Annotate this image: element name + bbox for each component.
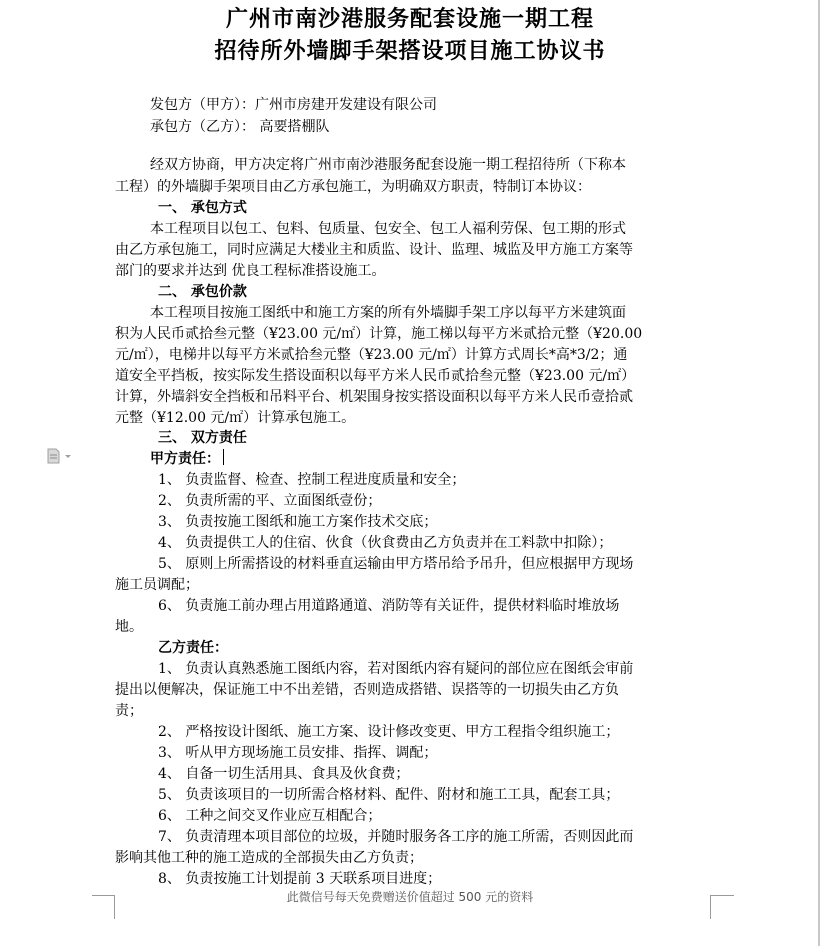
party-a-item: 3、 负责按施工图纸和施工方案作技术交底； bbox=[158, 514, 438, 530]
section-1-line-1: 本工程项目以包工、包料、包质量、包安全、包工人福利劳保、包工期的形式 bbox=[150, 221, 626, 237]
doc-title-line-2: 招待所外墙脚手架搭设项目施工协议书 bbox=[214, 38, 606, 64]
intro-line-1: 经双方协商，甲方决定将广州市南沙港服务配套设施一期工程招待所（下称本 bbox=[150, 157, 626, 173]
party-b-item: 4、 自备一切生活用具、食具及伙食费； bbox=[158, 766, 410, 782]
margin-mark-right-h bbox=[710, 895, 734, 896]
doc-title-line-1: 广州市南沙港服务配套设施一期工程 bbox=[225, 6, 594, 32]
party-b-item: 8、 负责按施工计划提前 3 天联系项目进度； bbox=[158, 871, 442, 887]
party-b-item: 2、 严格按设计图纸、施工方案、设计修改变更、甲方工程指令组织施工； bbox=[158, 724, 620, 740]
party-b-item: 6、 工种之间交叉作业应互相配合； bbox=[158, 808, 382, 824]
section-2-line-5: 计算，外墙斜安全挡板和吊料平台、机架围身按实搭设面积以每平方米人民币壹拾贰 bbox=[115, 389, 633, 405]
party-b-item: 7、 负责清理本项目部位的垃圾，并随时服务各工序的施工所需，否则因此而 bbox=[158, 829, 634, 845]
party-a-item: 6、 负责施工前办理占用道路通道、消防等有关证件，提供材料临时堆放场 bbox=[158, 598, 620, 614]
section-2-line-1: 本工程项目按施工图纸中和施工方案的所有外墙脚手架工序以每平方米建筑面 bbox=[150, 305, 626, 321]
section-2-heading: 二、 承包价款 bbox=[158, 284, 247, 300]
margin-mark-left-h bbox=[92, 895, 114, 896]
section-1-line-3: 部门的要求并达到 优良工程标准搭设施工。 bbox=[115, 263, 386, 279]
document-icon[interactable] bbox=[46, 448, 76, 464]
party-a-item: 5、 原则上所需搭设的材料垂直运输由甲方塔吊给予吊升，但应根据甲方现场 bbox=[158, 556, 634, 572]
intro-line-2: 工程）的外墙脚手架项目由乙方承包施工，为明确双方职责，特制订本协议： bbox=[115, 179, 591, 195]
party-b-line: 承包方（乙方）： 高要搭棚队 bbox=[150, 119, 330, 135]
party-b-item-continued: 影响其他工种的施工造成的全部损失由乙方负责； bbox=[115, 850, 423, 866]
party-a-item-continued: 施工员调配； bbox=[115, 577, 199, 593]
party-b-resp-heading: 乙方责任： bbox=[158, 640, 228, 656]
footer-note: 此微信号每天免费赠送价值超过 500 元的资料 bbox=[286, 890, 534, 904]
section-2-line-2: 积为人民币贰拾叁元整（¥23.00 元/㎡）计算，施工梯以每平方米贰拾元整（¥20.00 bbox=[115, 326, 643, 342]
party-b-item-continued: 责； bbox=[115, 703, 143, 719]
party-b-item: 5、 负责该项目的一切所需合格材料、配件、附材和施工工具，配套工具； bbox=[158, 787, 620, 803]
party-a-item: 1、 负责监督、检查、控制工程进度质量和安全； bbox=[158, 472, 466, 488]
margin-mark-left-v bbox=[114, 895, 115, 919]
section-2-line-6: 元整（¥12.00 元/㎡）计算承包施工。 bbox=[115, 410, 356, 426]
section-2-line-3: 元/㎡），电梯井以每平方米贰拾叁元整（¥23.00 元/㎡）计算方式周长*高*3/2；通 bbox=[115, 347, 628, 363]
party-a-resp-heading[interactable] bbox=[150, 449, 224, 469]
margin-mark-right-v bbox=[710, 895, 711, 919]
party-a-item: 2、 负责所需的平、立面图纸壹份； bbox=[158, 493, 382, 509]
party-b-item: 1、 负责认真熟悉施工图纸内容，若对图纸内容有疑问的部位应在图纸会审前 bbox=[158, 661, 634, 677]
party-a-resp-heading-text: 甲方责任： bbox=[150, 451, 220, 467]
party-b-item: 3、 听从甲方现场施工员安排、指挥、调配； bbox=[158, 745, 438, 761]
section-3-heading: 三、 双方责任 bbox=[158, 430, 247, 446]
section-1-line-2: 由乙方承包施工，同时应满足大楼业主和质监、设计、监理、城监及甲方施工方案等 bbox=[115, 242, 633, 258]
party-a-line: 发包方（甲方）：广州市房建开发建设有限公司 bbox=[150, 97, 437, 113]
section-1-heading: 一、 承包方式 bbox=[158, 200, 247, 216]
text-cursor bbox=[223, 449, 224, 465]
section-2-line-4: 道安全平挡板，按实际发生搭设面积以每平方米人民币贰拾叁元整（¥23.00 元/㎡） bbox=[115, 368, 636, 384]
party-a-item-continued: 地。 bbox=[115, 619, 143, 635]
party-a-item: 4、 负责提供工人的住宿、伙食（伙食费由乙方负责并在工料款中扣除）； bbox=[158, 535, 613, 551]
party-b-item-continued: 提出以便解决，保证施工中不出差错，否则造成搭错、误搭等的一切损失由乙方负 bbox=[115, 682, 619, 698]
